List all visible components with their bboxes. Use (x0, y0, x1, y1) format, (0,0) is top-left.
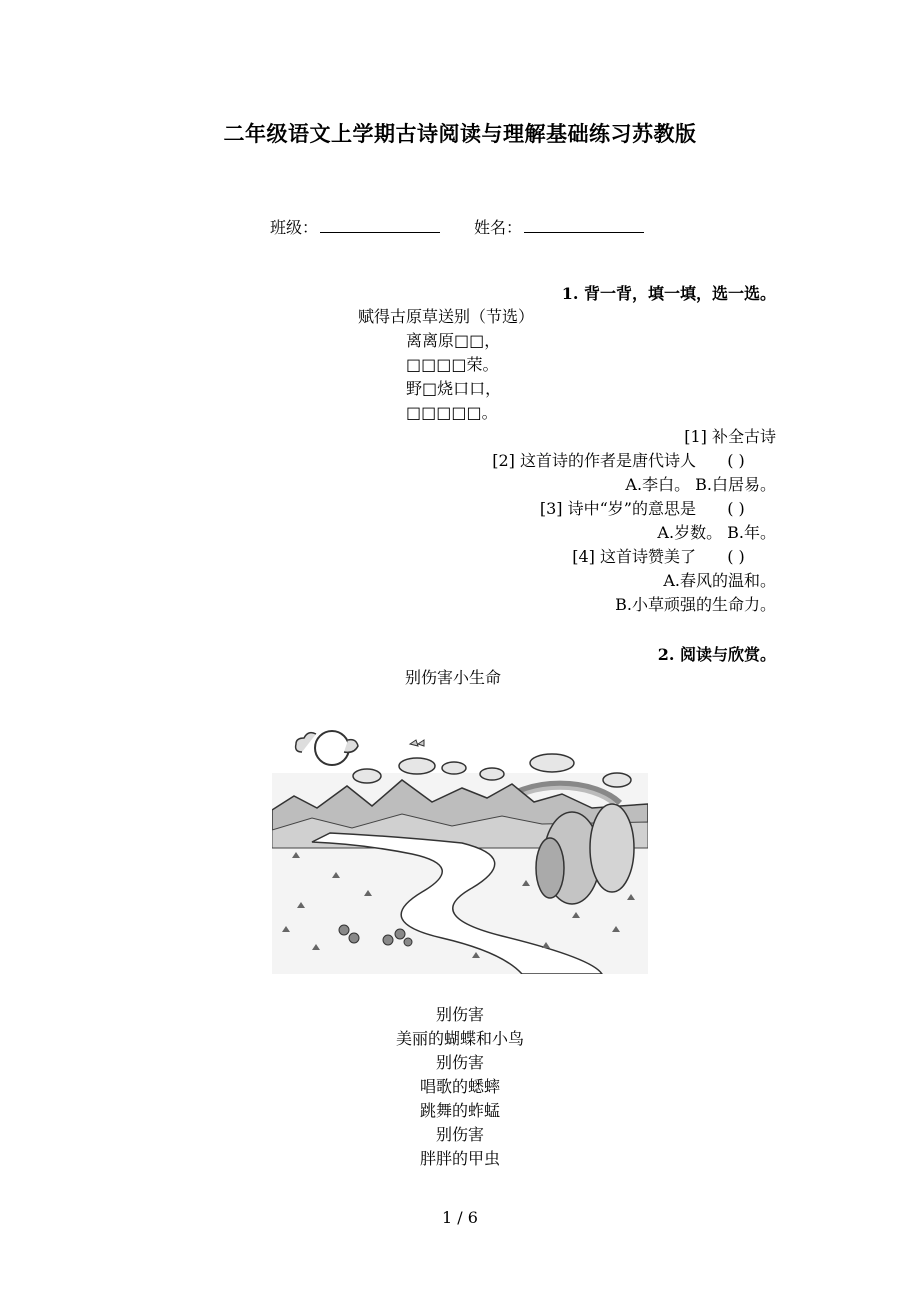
poem-1-title: 赋得古原草送别（节选） (358, 307, 535, 326)
name-label: 姓名： (474, 218, 523, 237)
name-blank (524, 217, 644, 233)
butterfly-icon (410, 740, 424, 746)
q1-item-2 (492, 449, 776, 473)
name-field (474, 216, 644, 240)
poem-2-line: 别伤害 (435, 1125, 484, 1144)
poem-2-title: 别伤害小生命 (405, 668, 502, 687)
q1-item-3 (540, 497, 776, 521)
q1-item-3-options: A.岁数。 B.年。 (657, 523, 776, 542)
class-label: 班级： (270, 218, 319, 237)
question-1-heading: 1. 背一背，填一填，选一选。 (561, 284, 776, 303)
poem-1-line: 离离原□□， (406, 331, 501, 350)
q1-item-2-text: [2] 这首诗的作者是唐代诗人 (492, 451, 696, 470)
poem-1-line: □□□□□。 (406, 403, 498, 422)
poem-1-line: □□□□荣。 (406, 355, 499, 374)
poem-2-line: 跳舞的蚱蜢 (419, 1101, 500, 1120)
poem-2-line: 唱歌的蟋蟀 (419, 1077, 500, 1096)
q1-item-1: [1] 补全古诗 (684, 427, 776, 446)
poem-2-line: 别伤害 (435, 1053, 484, 1072)
sun-icon (296, 731, 358, 765)
poem-2-line: 美丽的蝴蝶和小鸟 (395, 1029, 524, 1048)
class-field (270, 216, 440, 240)
question-2-heading: 2. 阅读与欣赏。 (657, 645, 776, 664)
page-number: 1 / 6 (442, 1208, 478, 1227)
q1-item-4-option-a: A.春风的温和。 (663, 571, 776, 590)
q1-item-2-options: A.李白。 B.白居易。 (625, 475, 776, 494)
q1-item-4-option-b: B.小草顽强的生命力。 (615, 595, 776, 614)
poem-2-line: 别伤害 (435, 1005, 484, 1024)
landscape-illustration (272, 718, 648, 974)
q1-item-4 (572, 545, 776, 569)
q1-item-4-text: [4] 这首诗赞美了 (572, 547, 696, 566)
class-blank (320, 217, 440, 233)
answer-paren: ( ) (727, 499, 745, 518)
q1-item-3-text: [3] 诗中“岁”的意思是 (539, 499, 696, 518)
poem-2-line: 胖胖的甲虫 (419, 1149, 500, 1168)
answer-paren: ( ) (727, 547, 745, 566)
page-title: 二年级语文上学期古诗阅读与理解基础练习苏教版 (223, 121, 697, 146)
answer-paren: ( ) (727, 451, 745, 470)
poem-1-line: 野□烧口口， (406, 379, 502, 398)
